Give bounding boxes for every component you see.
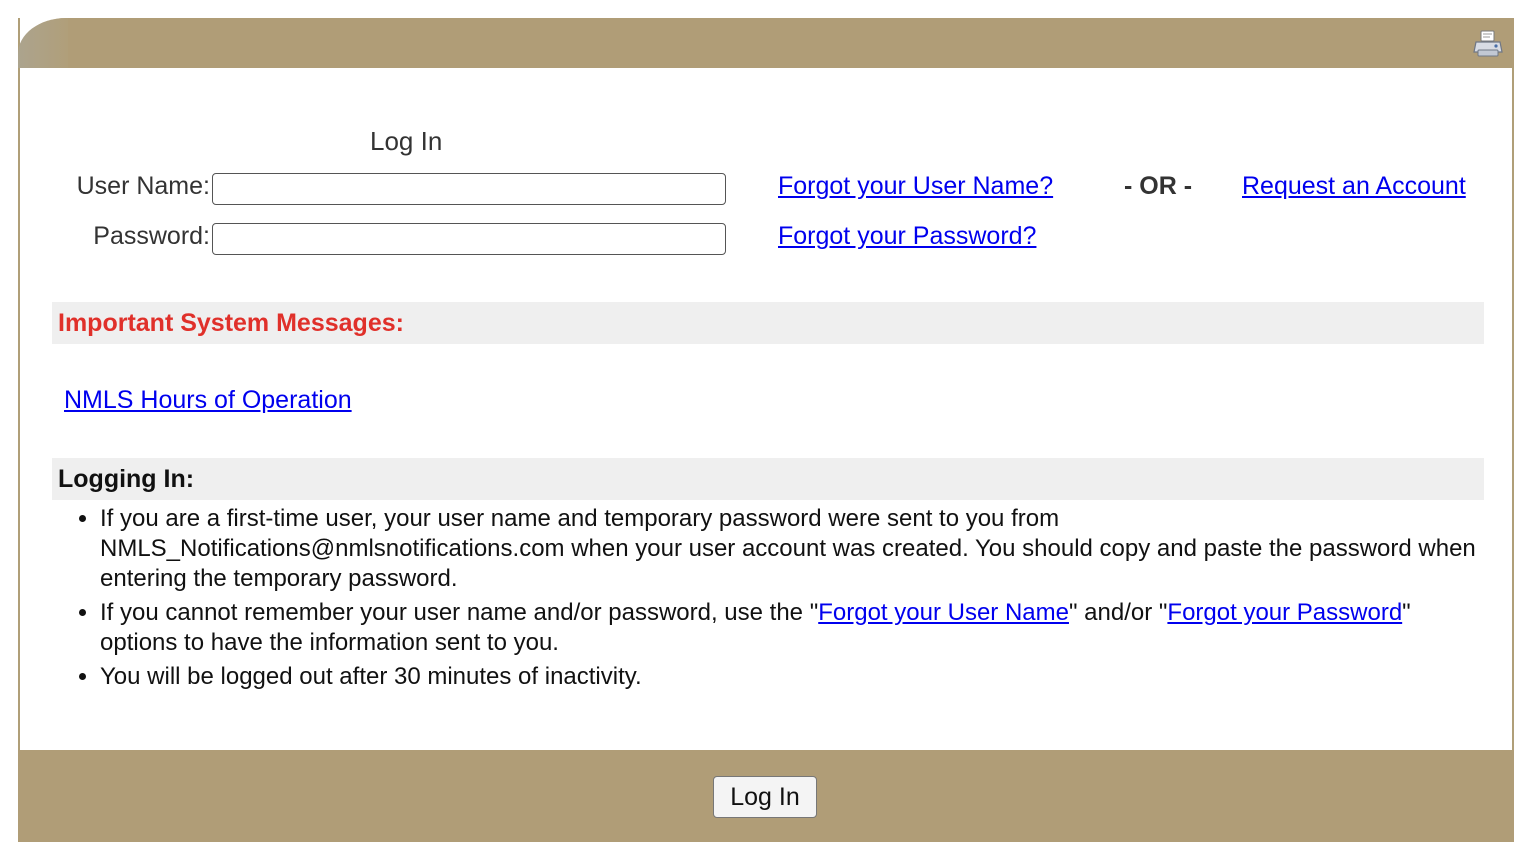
print-icon[interactable]	[1472, 28, 1504, 60]
bullet-text-prefix: If you cannot remember your user name and/or password, use the "	[100, 599, 819, 626]
login-button[interactable]: Log In	[713, 776, 817, 818]
system-messages-heading: Important System Messages:	[58, 309, 404, 337]
or-separator: - OR -	[1124, 172, 1193, 200]
forgot-username-link[interactable]: Forgot your User Name?	[778, 172, 1054, 200]
logging-in-heading: Logging In:	[58, 465, 195, 493]
password-label: Password:	[93, 222, 210, 250]
list-item	[100, 504, 1480, 594]
bullet-text: If you are a first-time user, your user name and temporary password were sent to you from NMLS_Notifications@nmlsnotifications.com when your user account was created. You should copy and paste the password when entering the temporary password.	[100, 505, 1476, 592]
bullet-text-suffix: " options to have the information sent to you.	[100, 599, 1411, 656]
username-input[interactable]	[212, 173, 726, 205]
hours-of-operation-link[interactable]: NMLS Hours of Operation	[64, 386, 352, 414]
username-label: User Name:	[76, 172, 210, 200]
logging-in-list	[56, 504, 1480, 696]
bullet-text-middle: " and/or "	[1068, 599, 1168, 626]
login-panel	[18, 18, 1514, 842]
header-corner	[18, 18, 68, 68]
list-item	[100, 662, 1480, 692]
footer-bar	[18, 750, 1514, 842]
logging-in-header	[52, 458, 1484, 500]
forgot-password-link[interactable]: Forgot your Password?	[778, 222, 1037, 250]
inline-forgot-username-link[interactable]: Forgot your User Name	[818, 599, 1069, 626]
header-bar	[18, 18, 1514, 68]
inline-forgot-password-link[interactable]: Forgot your Password	[1167, 599, 1403, 626]
system-messages-header	[52, 302, 1484, 344]
password-input[interactable]	[212, 223, 726, 255]
list-item	[100, 598, 1480, 658]
request-account-link[interactable]: Request an Account	[1242, 172, 1466, 200]
bullet-text: You will be logged out after 30 minutes of inactivity.	[100, 663, 642, 690]
login-form-title: Log In	[370, 126, 443, 156]
